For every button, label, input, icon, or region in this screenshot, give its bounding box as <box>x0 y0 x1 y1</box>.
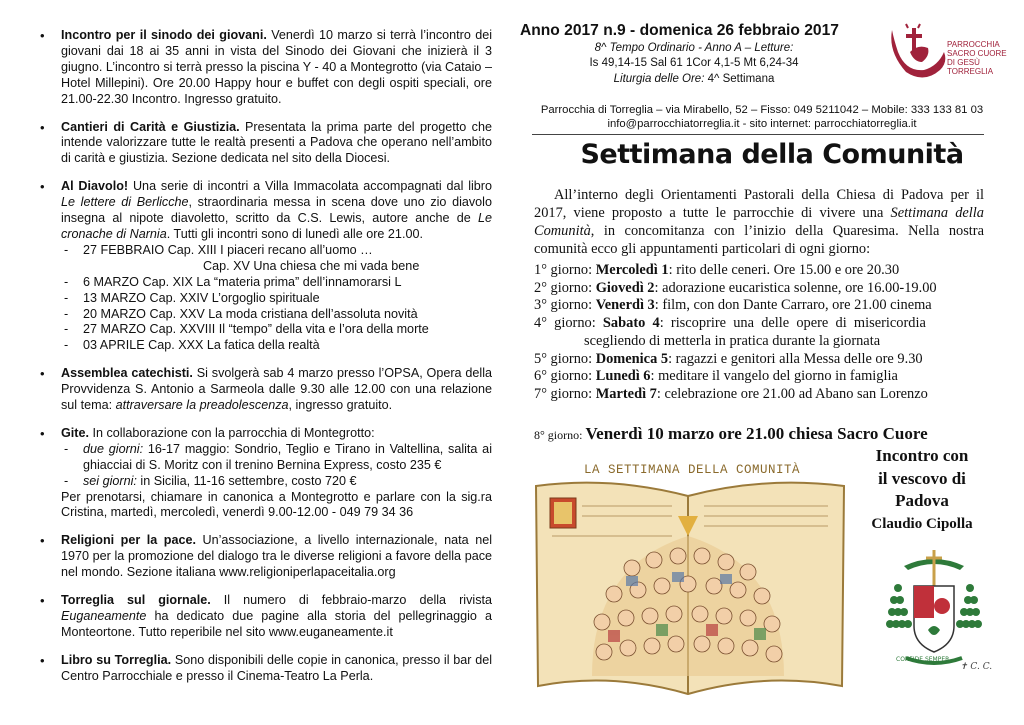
day-name: Mercoledì 1 <box>595 262 669 278</box>
day-row <box>534 386 986 404</box>
logo-line: PARROCCHIA <box>947 40 1000 49</box>
day-name: Domenica 5 <box>595 350 669 367</box>
item-title: Torreglia sul giornale. <box>61 593 211 608</box>
item-text: Una serie di incontri a Villa Immacolata accompagnati dal libro <box>128 179 493 194</box>
day-text: : meditare il vangelo del giorno in famiglia <box>650 368 898 385</box>
eighth-day <box>534 424 994 444</box>
schedule-text: 20 MARZO Cap. XXV La moda cristiana dell’assoluta novità <box>83 306 418 321</box>
day-row <box>534 351 986 369</box>
day-text: : rito delle ceneri. Ore 15.00 e ore 20.30 <box>668 262 900 278</box>
parish-logo-text <box>947 40 1007 76</box>
day-row <box>534 297 986 315</box>
bishop-line: Padova <box>895 491 949 510</box>
item-text: ha dedicato due pagine alla storia del pellegrinaggio a Monteortone. Tutto reperibile nel sito www.euganeamente.it <box>61 609 492 639</box>
news-item-sinodo <box>30 28 492 108</box>
illustration-caption: LA SETTIMANA DELLA COMUNITÀ <box>584 463 801 477</box>
logo-line: SACRO CUORE <box>947 49 1007 58</box>
schedule-row <box>61 307 492 323</box>
news-item-giornale <box>30 593 492 641</box>
liturgy-readings: Is 49,14-15 Sal 61 1Cor 4,1-5 Mt 6,24-34 <box>589 57 799 69</box>
magazine-title: Euganeamente <box>61 609 147 623</box>
trip-row <box>61 474 492 490</box>
day-row <box>534 315 986 333</box>
day-text: : film, con don Dante Carraro, ore 21.00 cinema <box>654 297 932 314</box>
eighth-day-text: Venerdì 10 marzo ore 21.00 chiesa Sacro Cuore <box>585 424 928 443</box>
schedule-text: 03 APRILE Cap. XXX La fatica della realtà <box>83 338 320 353</box>
page-title: Settimana della Comunità <box>580 139 964 170</box>
item-text: In collaborazione con la parrocchia di Montegrotto: <box>89 425 375 440</box>
book-title: Le lettere di Berlicche <box>61 195 189 210</box>
logo-line: DI GESÙ <box>947 58 980 67</box>
liturgy-season: 8^ Tempo Ordinario - Anno A – Letture: <box>594 42 794 54</box>
trip-row <box>61 442 492 474</box>
bullet-icon: • <box>40 425 45 441</box>
schedule-row <box>61 322 492 338</box>
news-item-religioni <box>30 533 492 581</box>
day-number: 7° giorno: <box>534 385 596 402</box>
day-name: Giovedì 2 <box>595 279 655 296</box>
item-text: Sono disponibili delle copie in canonica, presso il bar del Centro Parrocchiale e presso il Cinema-Teatro La Perla. <box>61 652 493 683</box>
news-item-libro <box>30 653 492 685</box>
bullet-icon: • <box>40 652 45 668</box>
news-item-cantieri <box>30 120 492 168</box>
trip-label: due giorni: <box>83 441 144 456</box>
schedule-row <box>61 291 492 307</box>
dash-icon: - <box>64 242 69 257</box>
community-book-illustration <box>532 476 848 704</box>
day-row-continued: scegliendo di metterla in pratica durante la giornata <box>584 332 881 349</box>
day-name: Lunedì 6 <box>595 368 651 385</box>
day-number: 8° giorno: <box>534 428 586 442</box>
dash-icon: - <box>64 290 69 305</box>
day-name: Martedì 7 <box>595 385 657 402</box>
item-title: Gite. <box>61 425 89 440</box>
item-text: . Tutti gli incontri sono di lunedì alle ore 21.00. <box>166 226 423 241</box>
schedule-text: 13 MARZO Cap. XXIV L’orgoglio spirituale <box>83 290 320 305</box>
news-item-catechisti <box>30 366 492 414</box>
days-list <box>534 262 986 404</box>
intro-text: All’interno degli Orientamenti Pastorali della Chiesa di Padova per il 2017, viene proposto a tutte le parrocchie di vivere una <box>534 187 984 221</box>
schedule-text: 27 FEBBRAIO Cap. XIII I piaceri recano all’uomo … <box>83 242 373 257</box>
item-text: Si svolgerà sab 4 marzo presso l’OPSA, Opera della Provvidenza S. Antonio a Sarmeola dalle 9.30 alle 12.00 con una relazione sul tema: <box>61 366 492 413</box>
item-text: , straordinaria messa in scena dove uno zio diavolo insegna al nipote diavoletto, scritto da C.S. Lewis, autore anche de <box>61 195 492 226</box>
left-column <box>30 28 492 697</box>
bullet-icon: • <box>40 28 45 43</box>
day-number: 4° giorno: <box>534 315 603 332</box>
coat-motto: CONFIDE SEMPER <box>896 656 950 663</box>
intro-paragraph <box>534 186 984 258</box>
item-text: Un’associazione, a livello internazionale, nata nel 1970 per la promozione del dialogo tra le diverse religioni a favore della pace nel mondo. Sezione italiana www.religioniperlapaceitalia.org <box>61 533 492 580</box>
item-title: Incontro per il sinodo dei giovani. <box>61 28 267 42</box>
schedule-row <box>61 275 492 291</box>
liturgy-hours-value: 4^ Settimana <box>707 73 775 85</box>
schedule-row <box>61 338 492 354</box>
book-title: Le cronache di Narnia <box>61 211 492 241</box>
bullet-icon: • <box>40 119 45 135</box>
dash-icon: - <box>64 473 69 488</box>
day-name: Venerdì 3 <box>595 297 655 314</box>
bishop-signature: ✝ C. C. <box>960 662 993 672</box>
day-row <box>534 368 986 386</box>
news-item-diavolo <box>30 179 492 354</box>
news-item-gite <box>30 426 492 521</box>
divider <box>532 134 984 135</box>
day-name: Sabato 4 <box>602 315 660 332</box>
bullet-icon: • <box>40 533 45 549</box>
schedule-text: 6 MARZO Cap. XIX La “materia prima” dell’innamorarsi L <box>83 274 402 289</box>
dash-icon: - <box>64 441 69 456</box>
item-text: , ingresso gratuito. <box>288 398 393 413</box>
intro-emphasis: Settimana della Comunità <box>534 205 984 239</box>
day-number: 1° giorno: <box>534 262 596 278</box>
day-row <box>534 280 986 298</box>
bullet-icon: • <box>40 366 45 382</box>
topic-title: attraversare la preadolescenza <box>115 398 289 413</box>
item-text: Presentata la prima parte del progetto che intende valorizzare tutte le realtà presenti a Padova che operano nell’ambito di carità e giustizia. Sezione dedicata nel sito della Diocesi. <box>61 119 492 166</box>
item-title: Assemblea catechisti. <box>61 366 193 381</box>
intro-text: , in concomitanza con l’inizio della Quaresima. Nella nostra comunità ecco gli appuntamenti particolari di ogni giorno: <box>534 223 984 257</box>
day-number: 2° giorno: <box>534 279 596 296</box>
parish-contacts: Parrocchia di Torreglia – via Mirabello, 52 – Fisso: 049 5211042 – Mobile: 333 133 81 03 <box>540 104 984 116</box>
diavolo-schedule <box>61 243 492 354</box>
logo-line: TORREGLIA <box>947 67 994 76</box>
trip-text: in Sicilia, 11-16 settembre, costo 720 € <box>136 473 357 488</box>
day-number: 5° giorno: <box>534 350 596 367</box>
day-number: 6° giorno: <box>534 368 596 385</box>
item-text: Venerdì 10 marzo si terrà l’incontro dei giovani dai 18 ai 35 anni in vista del Sinodo dei Giovani che inizierà il 3 giugno. L’incontro si terrà presso la piscina Y - 40 a Montegrotto (via Cataio – Hotel Millepini). Ore 20.00 Happy hour e buffet con degli ospiti speciali, ore 21.00-22.30 Incontro. Ingresso gratuito. <box>61 28 492 106</box>
bishop-name: Claudio Cipolla <box>871 515 973 532</box>
item-title: Al Diavolo! <box>61 179 129 194</box>
dash-icon: - <box>64 274 69 289</box>
schedule-text: 27 MARZO Cap. XXVIII Il “tempo” della vita e l’ora della morte <box>83 322 429 337</box>
day-text: : riscoprire una delle opere di misericordia <box>659 315 926 332</box>
liturgy-hours <box>520 73 868 85</box>
parish-email-site: info@parrocchiatorreglia.it - sito internet: parrocchiatorreglia.it <box>607 118 917 130</box>
dash-icon: - <box>64 306 69 321</box>
day-text: : adorazione eucaristica solenne, ore 16.00-19.00 <box>654 279 937 296</box>
dash-icon: - <box>64 338 69 353</box>
bullet-icon: • <box>40 179 45 195</box>
item-title: Libro su Torreglia. <box>61 652 172 667</box>
schedule-row <box>61 243 492 259</box>
bullet-icon: • <box>40 593 45 609</box>
liturgy-hours-label: Liturgia delle Ore: <box>613 73 705 85</box>
day-text: : ragazzi e genitori alla Messa delle ore 9.30 <box>668 350 923 367</box>
day-number: 3° giorno: <box>534 297 596 314</box>
schedule-row-continued: Cap. XV Una chiesa che mi vada bene <box>203 258 420 273</box>
dash-icon: - <box>64 322 69 337</box>
trip-booking: Per prenotarsi, chiamare in canonica a Montegrotto e parlare con la sig.ra Cristina, martedì, mercoledì, venerdì 9.00-12.00 - 049 79 34 36 <box>61 489 492 520</box>
bishop-line: Incontro con <box>875 446 969 465</box>
bishop-meeting <box>852 445 992 535</box>
item-text: Il numero di febbraio-marzo della rivista <box>210 593 492 608</box>
day-row <box>534 262 986 280</box>
day-text: : celebrazione ore 21.00 ad Abano san Lorenzo <box>656 385 928 402</box>
trip-text: 16-17 maggio: Sondrio, Teglio e Tirano in Valtellina, salita ai ghiacciai di S. Moritz con il trenino Bernina Express, costo 235 € <box>83 441 492 472</box>
bishop-line: il vescovo di <box>878 468 966 488</box>
trip-label: sei giorni: <box>83 473 137 488</box>
issue-heading: Anno 2017 n.9 - domenica 26 febbraio 2017 <box>520 22 839 39</box>
item-title: Cantieri di Carità e Giustizia. <box>61 119 240 134</box>
item-title: Religioni per la pace. <box>61 533 197 548</box>
